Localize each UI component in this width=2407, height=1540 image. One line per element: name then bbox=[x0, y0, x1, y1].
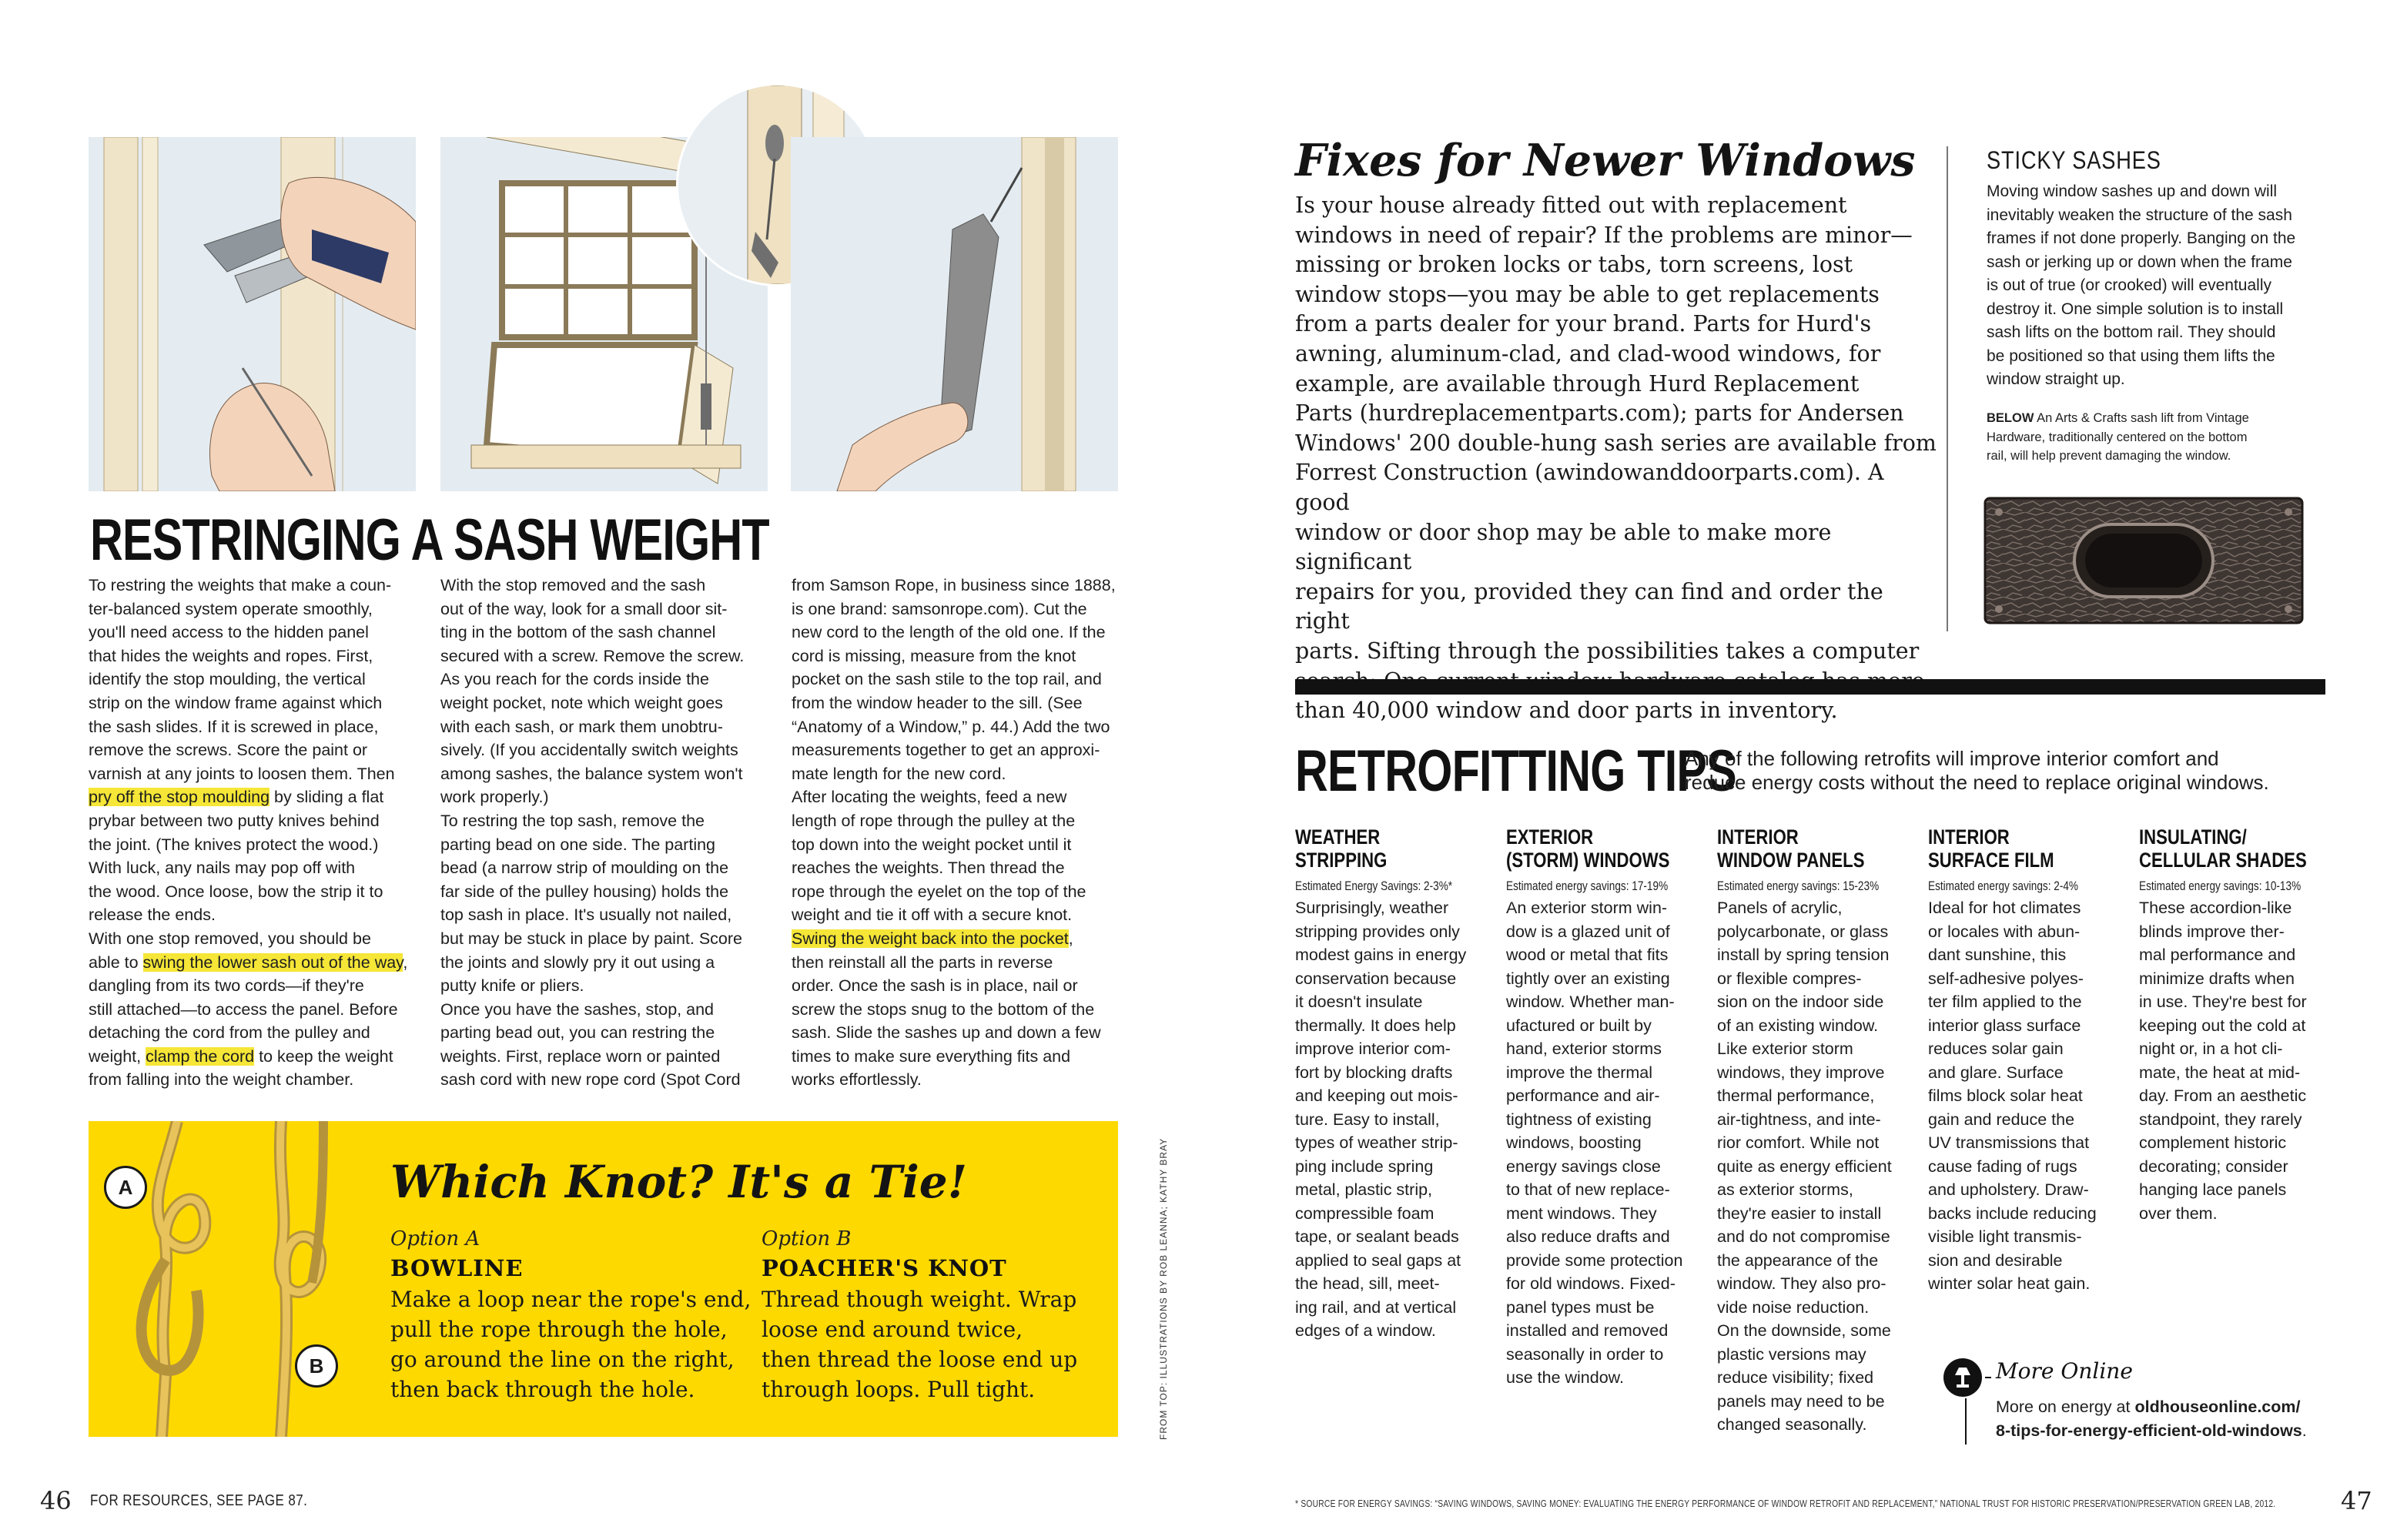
option-b-label: Option B bbox=[762, 1227, 852, 1250]
tip-body: Ideal for hot climates or locales with abun- dant sunshine, this self-adhesive polyes- ter film applied to the interior glass surface reduces solar gain and glare. Surface films block solar heat gain and reduce the UV transmissions that cause fading of rugs and upholstery. Draw- backs include reducing visible light transmis- sion and desirable winter solar heat gain. bbox=[1928, 899, 2097, 1293]
column-3-text-b: , then reinstall all the parts in reverse order. Once the sash is in place, nail or screw the stops snug to the bottom of the sash. Slide the sashes up and down a few times to make sure everything fits and works effortlessly. bbox=[792, 929, 1101, 1090]
highlight-pry-off: pry off the stop moulding bbox=[89, 788, 270, 807]
column-1-text-d: to keep the weight from falling into the weight chamber. bbox=[89, 1046, 393, 1090]
knot-box bbox=[89, 1121, 1118, 1437]
tip-column bbox=[1717, 825, 1925, 1437]
highlight-clamp-cord: clamp the cord bbox=[146, 1046, 255, 1066]
tip-body: An exterior storm win- dow is a glazed unit of wood or metal that fits tightly over an existing window. Whether man- ufactured or built by hand, exterior storms improve the thermal performance and air- tightness of existing windows, boosting energy savings close to that of new replace- ment windows. They also reduce drafts and provide some protection for old windows. Fixed- panel types must be installed and removed seasonally in order to use the window. bbox=[1506, 899, 1683, 1387]
page-number-left: 46 bbox=[40, 1486, 72, 1515]
option-a-text: Make a loop near the rope's end, pull the rope through the hole, go around the line on the right, then back through the hole. bbox=[390, 1287, 752, 1402]
tip-column bbox=[2139, 825, 2339, 1225]
column-1-text-b: by sliding a flat prybar between two putty knives behind the joint. (The knives protect the wood.) With luck, any nails may pop off with the wood. Once loose, bow the strip it to release the ends. With one stop removed, you should be able to bbox=[89, 788, 384, 972]
option-a-label: Option A bbox=[390, 1227, 480, 1250]
tip-column bbox=[1928, 825, 2128, 1296]
option-b-name: POACHER'S KNOT bbox=[762, 1255, 1007, 1281]
article-column-2: With the stop removed and the sash out of the way, look for a small door sit- ting in the bottom of the sash channel secured with a screw. Remove the screw. As you reach for the cords inside the weight pocket, note which weight goes with each sash, or mark them unobtru- sively. (If you accidentally switch weights among sashes, the balance system won't work properly.) To restring the top sash, remove the parting bead on one side. The parting bead (a narrow strip of moulding on the far side of the pulley housing) holds the top sash in place. It's usually not nailed, but may be stuck in place by paint. Score the joints and slowly pry it out using a putty knife or pliers. Once you have the sashes, stop, and parting bead out, you can restring the weights. First, replace worn or painted sash cord with new rope cord (Spot Cord bbox=[440, 576, 745, 1090]
column-3-text-a: from Samson Rope, in business since 1888, is one brand: samsonrope.com). Cut the new cord to the length of the old one. If the cord is missing, measure from the knot pocket on the sash stile to the top rail, and from the window header to the sill. (See “Anatomy of a Window,” p. 44.) Add the two measurements together to get an approxi- mate length for the new cord. After locating the weights, feed a new length of rope through the pulley at the top down into the weight pocket until it reaches the weights. Then thread the rope through the eyelet on the top of the weight and tie it off with a secure knot. bbox=[792, 576, 1116, 925]
sash-weight-illustration bbox=[791, 137, 1118, 491]
tip-savings: Estimated energy savings: 10-13% bbox=[2139, 879, 2302, 893]
tip-column bbox=[1295, 825, 1495, 1343]
fixes-title: Fixes for Newer Windows bbox=[1295, 135, 1916, 186]
section-rule bbox=[1295, 679, 2325, 695]
more-online-box bbox=[1943, 1358, 2328, 1451]
tip-heading: WEATHER STRIPPING bbox=[1295, 825, 1388, 872]
sticky-caption bbox=[1987, 409, 2325, 466]
tip-heading: INTERIOR WINDOW PANELS bbox=[1717, 825, 1865, 872]
more-online-text bbox=[1996, 1395, 2307, 1443]
more-online-prefix: More on energy at bbox=[1996, 1398, 2135, 1416]
lamp-icon bbox=[1943, 1358, 1982, 1397]
tip-heading: EXTERIOR (STORM) WINDOWS bbox=[1506, 825, 1670, 872]
tip-savings: Estimated Energy Savings: 2-3%* bbox=[1295, 879, 1453, 893]
column-1-text-a: To restring the weights that make a coun- ter-balanced system operate smoothly, you'll need access to the hidden panel that hides the weights and ropes. First, identify the stop moulding, the vertical strip on the window frame against which the sash slides. If it is screwed in place, remove the screws. Score the paint or varnish at any joints to loosen them. Then bbox=[89, 576, 395, 783]
article-column-1 bbox=[89, 574, 427, 1092]
tip-body: Panels of acrylic, polycarbonate, or glass install by spring tension or flexible compres- sion on the indoor side of an existing window. Like exterior storm windows, they improve thermal performance, air-tightness, and inte- rior comfort. While not quite as energy efficient as exterior storms, they're easier to install and do not compromise the appearance of the window. They also pro- vide noise reduction. On the downside, some plastic versions may reduce visibility; fixed panels may need to be changed seasonally. bbox=[1717, 899, 1892, 1434]
tip-body: Surprisingly, weather stripping provides only modest gains in energy conservation because it doesn't insulate thermally. It does help improve interior com- fort by blocking drafts and keeping out mois- ture. Easy to install, types of weather strip- ping include spring metal, plastic strip, compressible foam tape, or sealant beads applied to seal gaps at the head, sill, meet- ing rail, and at vertical edges of a window. bbox=[1295, 899, 1467, 1340]
tip-column bbox=[1506, 825, 1706, 1390]
tip-savings: Estimated energy savings: 15-23% bbox=[1717, 879, 1880, 893]
caption-text: An Arts & Crafts sash lift from Vintage Hardware, traditionally centered on the bottom rail, will help prevent damaging the window. bbox=[1987, 411, 2249, 463]
retrofit-title: RETROFITTING TIPS bbox=[1295, 738, 1736, 804]
sticky-body: Moving window sashes up and down will inevitably weaken the structure of the sash frames if not done properly. Banging on the sash or jerking up or down when the frame is out of true (or crooked) will eventually destroy it. One simple solution is to install sash lifts on the bottom rail. They should be positioned so that using them lifts the window straight up. bbox=[1987, 182, 2296, 388]
highlight-swing-weight: Swing the weight back into the pocket bbox=[792, 929, 1069, 948]
more-online-link-2[interactable]: 8-tips-for-energy-efficient-old-windows bbox=[1996, 1421, 2302, 1440]
sash-lift-photo bbox=[1982, 495, 2305, 626]
illustration-credit: FROM TOP: ILLUSTRATIONS BY ROB LEANNA; KATHY BRAY bbox=[1158, 1137, 1169, 1440]
tip-body: These accordion-like blinds improve ther- mal performance and minimize drafts when in use. They're best for keeping out the cold at night or, in a hot cli- mate, the heat at mid- day. From an aesthetic standpoint, they rarely complement historic decorating; consider hanging lace panels over them. bbox=[2139, 899, 2307, 1223]
more-online-line bbox=[1965, 1398, 1967, 1445]
option-a-name: BOWLINE bbox=[390, 1255, 524, 1281]
column-1-text-c: , dangling from its two cords—if they're still attached—to access the panel. Before detaching the cord from the pulley and weight, bbox=[89, 952, 408, 1066]
article-column-3 bbox=[792, 574, 1138, 1092]
page-number-right: 47 bbox=[2341, 1486, 2372, 1515]
marker-b: B bbox=[295, 1344, 338, 1388]
option-b-text: Thread though weight. Wrap loose end around twice, then thread the loose end up through loops. Pull tight. bbox=[762, 1287, 1078, 1402]
page-title: RESTRINGING A SASH WEIGHT bbox=[90, 507, 769, 573]
sticky-title: STICKY SASHES bbox=[1987, 146, 2161, 174]
tip-savings: Estimated energy savings: 2-4% bbox=[1928, 879, 2079, 893]
tip-heading: INTERIOR SURFACE FILM bbox=[1928, 825, 2054, 872]
energy-footnote: * SOURCE FOR ENERGY SAVINGS: “SAVING WINDOWS, SAVING MONEY: EVALUATING THE ENERGY PERFORMANCE OF WINDOW RETROFIT AND REPLACEMENT,” NATIONAL TRUST FOR HISTORIC PRESERVATION/PRESERVATION GREEN LAB, 2012. bbox=[1295, 1498, 2276, 1509]
sidebar-divider bbox=[1947, 146, 1948, 631]
fixes-body: Is your house already fitted out with replacement windows in need of repair? If the problems are minor— missing or broken locks or tabs, torn screens, lost window stops—you may be able to get replacements from a parts dealer for your brand. Parts for Hurd's awning, aluminum-clad, and clad-wood windows, for example, are available through Hurd Replacement Parts (hurdreplacementparts.com); parts for Andersen Windows' 200 double-hung sash series are available from Forrest Construction (awindowanddoorparts.com). A good window or door shop may be able to make more significant repairs for you, provided they can find and order the right parts. Sifting through the possibilities takes a computer than 40,000 window and door parts in inventory. bbox=[1295, 192, 1937, 724]
highlight-swing-sash: swing the lower sash out of the way bbox=[142, 952, 403, 972]
more-online-link-1[interactable]: oldhouseonline.com/ bbox=[2134, 1398, 2301, 1416]
resources-footer: FOR RESOURCES, SEE PAGE 87. bbox=[90, 1492, 308, 1509]
retrofit-intro: Any of the following retrofits will improve interior comfort and reduce energy costs without the need to replace original windows. bbox=[1685, 747, 2269, 794]
tip-heading: INSULATING/ CELLULAR SHADES bbox=[2139, 825, 2307, 872]
knot-box-title: Which Knot? It's a Tie! bbox=[390, 1156, 968, 1208]
hands-prybar-illustration bbox=[89, 137, 416, 491]
caption-label: BELOW bbox=[1987, 411, 2034, 425]
marker-a: A bbox=[104, 1166, 147, 1209]
more-online-rule bbox=[1985, 1377, 1991, 1378]
tip-savings: Estimated energy savings: 17-19% bbox=[1506, 879, 1669, 893]
more-online-end: . bbox=[2302, 1421, 2307, 1440]
more-online-label: More Online bbox=[1996, 1358, 2133, 1384]
